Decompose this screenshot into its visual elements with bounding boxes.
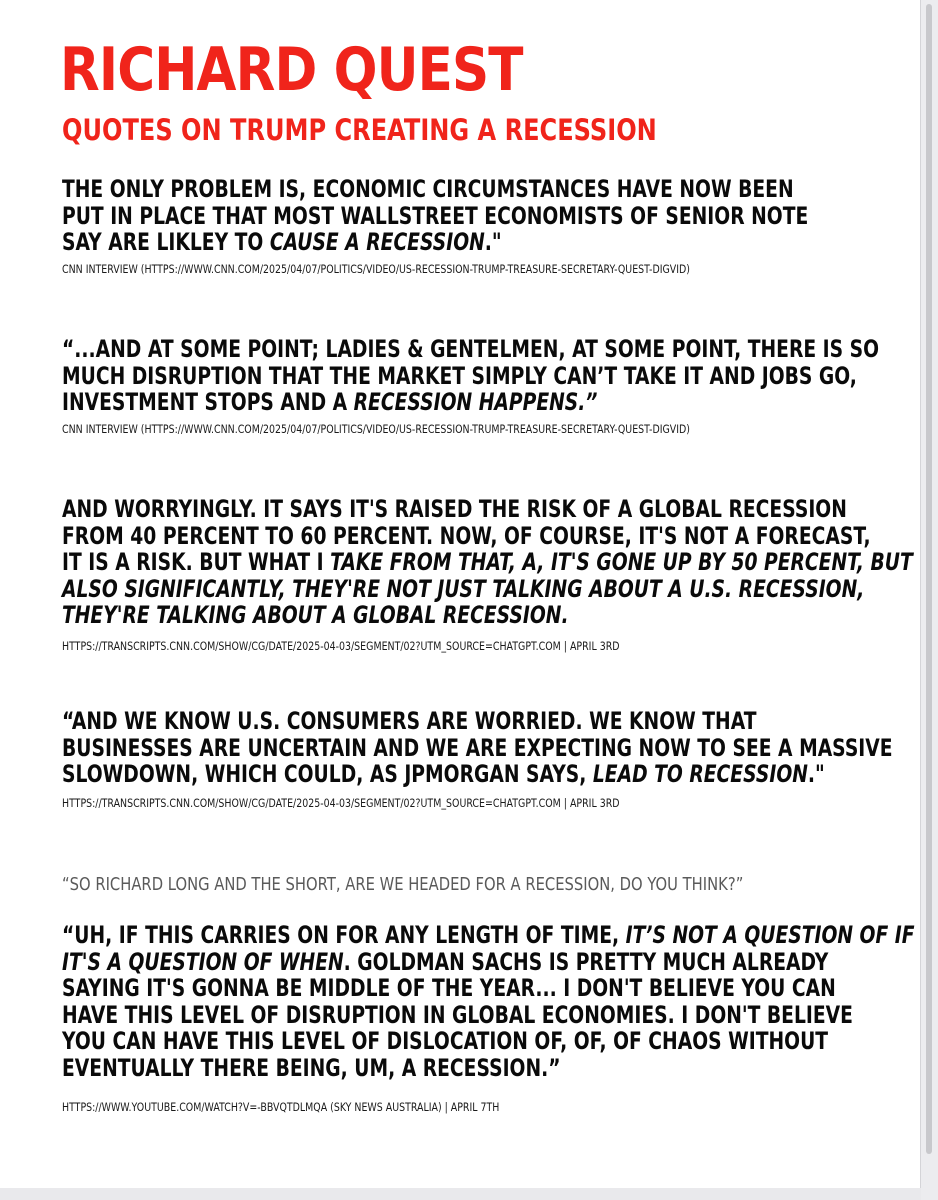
quote-line: MUCH DISRUPTION THAT THE MARKET SIMPLY CAN’T TAKE IT AND JOBS GO, bbox=[62, 361, 857, 390]
quote-line: “UH, IF THIS CARRIES ON FOR ANY LENGTH OF TIME, IT’S NOT A QUESTION OF IF bbox=[62, 921, 915, 949]
quote-line: IT IS A RISK. BUT WHAT I TAKE FROM THAT, A, IT'S GONE UP BY 50 PERCENT, BUT bbox=[62, 548, 913, 576]
quote-line: THEY'RE TALKING ABOUT A GLOBAL RECESSION. bbox=[62, 601, 569, 629]
page-title: RICHARD QUEST bbox=[60, 35, 523, 105]
page-subtitle: QUOTES ON TRUMP CREATING A RECESSION bbox=[62, 113, 657, 147]
quote-5-source: HTTPS://WWW.YOUTUBE.COM/WATCH?V=-BBVQTDLMQA (SKY NEWS AUSTRALIA) | APRIL 7TH bbox=[62, 1100, 500, 1114]
quote-line: THE ONLY PROBLEM IS, ECONOMIC CIRCUMSTANCES HAVE NOW BEEN bbox=[62, 175, 794, 203]
quote-3-source: HTTPS://TRANSCRIPTS.CNN.COM/SHOW/CG/DATE/2025-04-03/SEGMENT/02?UTM_SOURCE=CHATGPT.COM | APRIL 3RD bbox=[62, 639, 620, 653]
scrollbar-thumb[interactable] bbox=[926, 4, 932, 1154]
quote-line: “AND WE KNOW U.S. CONSUMERS ARE WORRIED. WE KNOW THAT bbox=[62, 707, 757, 735]
quote-line: YOU CAN HAVE THIS LEVEL OF DISLOCATION OF, OF, OF CHAOS WITHOUT bbox=[62, 1027, 829, 1055]
quote-2-source: CNN INTERVIEW (HTTPS://WWW.CNN.COM/2025/04/07/POLITICS/VIDEO/US-RECESSION-TRUMP-TREASURE-SECRETARY-QUEST-DIGVID) bbox=[62, 422, 690, 436]
vertical-scrollbar[interactable] bbox=[921, 0, 938, 1200]
quote-line: HAVE THIS LEVEL OF DISRUPTION IN GLOBAL ECONOMIES. I DON'T BELIEVE bbox=[62, 1000, 853, 1029]
quote-3-text bbox=[62, 496, 913, 629]
quote-line: SAYING IT'S GONNA BE MIDDLE OF THE YEAR... I DON'T BELIEVE YOU CAN bbox=[62, 974, 836, 1002]
quote-line: AND WORRYINGLY. IT SAYS IT'S RAISED THE RISK OF A GLOBAL RECESSION bbox=[62, 495, 847, 523]
quote-4-text bbox=[62, 708, 893, 788]
quote-line: FROM 40 PERCENT TO 60 PERCENT. NOW, OF COURSE, IT'S NOT A FORECAST, bbox=[62, 521, 871, 550]
quote-line: SLOWDOWN, WHICH COULD, AS JPMORGAN SAYS, LEAD TO RECESSION." bbox=[62, 760, 825, 788]
quote-5-text bbox=[62, 922, 915, 1081]
quote-4-source: HTTPS://TRANSCRIPTS.CNN.COM/SHOW/CG/DATE/2025-04-03/SEGMENT/02?UTM_SOURCE=CHATGPT.COM | APRIL 3RD bbox=[62, 796, 620, 810]
quote-1-source: CNN INTERVIEW (HTTPS://WWW.CNN.COM/2025/04/07/POLITICS/VIDEO/US-RECESSION-TRUMP-TREASURE-SECRETARY-QUEST-DIGVID) bbox=[62, 262, 690, 276]
quote-2-text bbox=[62, 336, 879, 416]
quote-line: INVESTMENT STOPS AND A RECESSION HAPPENS.” bbox=[62, 388, 598, 416]
quote-line: IT'S A QUESTION OF WHEN. GOLDMAN SACHS IS PRETTY MUCH ALREADY bbox=[62, 947, 829, 976]
quote-line: ALSO SIGNIFICANTLY, THEY'RE NOT JUST TALKING ABOUT A U.S. RECESSION, bbox=[62, 574, 865, 603]
quote-line: EVENTUALLY THERE BEING, UM, A RECESSION.” bbox=[62, 1053, 561, 1082]
quote-line: PUT IN PLACE THAT MOST WALLSTREET ECONOMISTS OF SENIOR NOTE bbox=[62, 201, 809, 230]
quote-line: SAY ARE LIKLEY TO CAUSE A RECESSION." bbox=[62, 228, 502, 256]
quote-1-text bbox=[62, 176, 808, 256]
quote-line: BUSINESSES ARE UNCERTAIN AND WE ARE EXPECTING NOW TO SEE A MASSIVE bbox=[62, 733, 893, 762]
interviewer-question: “SO RICHARD LONG AND THE SHORT, ARE WE HEADED FOR A RECESSION, DO YOU THINK?” bbox=[62, 874, 744, 895]
quote-line: “...AND AT SOME POINT; LADIES & GENTELMEN, AT SOME POINT, THERE IS SO bbox=[62, 335, 880, 363]
